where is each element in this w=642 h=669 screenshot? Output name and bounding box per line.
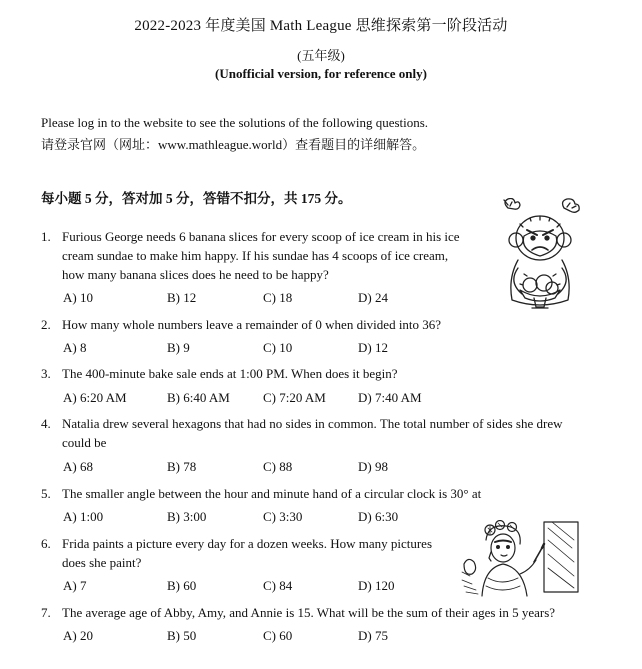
choice-a: A) 6:20 AM bbox=[63, 390, 127, 405]
question-number: 3. bbox=[41, 366, 51, 381]
frida-painting-illustration bbox=[460, 520, 582, 598]
choice-c: C) 88 bbox=[263, 459, 293, 474]
choice-d: D) 120 bbox=[358, 578, 395, 593]
question-text-line: How many whole numbers leave a remainder of 0 when divided into 36? bbox=[62, 317, 442, 332]
document-title: 2022-2023 年度美国 Math League 思维探索第一阶段活动 bbox=[134, 18, 508, 34]
choice-c: C) 10 bbox=[263, 340, 293, 355]
question-number: 6. bbox=[41, 536, 51, 551]
choice-b: B) 9 bbox=[167, 340, 190, 355]
choice-a: A) 1:00 bbox=[63, 509, 104, 524]
question-number: 5. bbox=[41, 486, 51, 501]
choice-c: C) 7:20 AM bbox=[263, 390, 326, 405]
question-text-line: The 400-minute bake sale ends at 1:00 PM. When does it begin? bbox=[62, 366, 398, 381]
choice-d: D) 6:30 bbox=[358, 509, 399, 524]
choice-d: D) 12 bbox=[358, 340, 388, 355]
question-number: 1. bbox=[41, 229, 51, 244]
grade-label: (五年级) bbox=[297, 48, 345, 63]
choice-b: B) 3:00 bbox=[167, 509, 207, 524]
question-text-line: Frida paints a picture every day for a dozen weeks. How many pictures bbox=[62, 536, 433, 551]
choice-a: A) 68 bbox=[63, 459, 93, 474]
intro-english: Please log in to the website to see the solutions of the following questions. bbox=[41, 115, 429, 130]
choice-a: A) 20 bbox=[63, 628, 93, 643]
question-text-line: could be bbox=[62, 435, 107, 450]
question-text-line: how many banana slices does he need to be happy? bbox=[62, 267, 329, 282]
question-text-line: cream sundae to make him happy. If his sundae has 4 scoops of ice cream, bbox=[62, 248, 449, 263]
angry-monkey-illustration bbox=[490, 198, 590, 313]
choice-a: A) 10 bbox=[63, 290, 93, 305]
choice-b: B) 12 bbox=[167, 290, 197, 305]
choice-c: C) 84 bbox=[263, 578, 293, 593]
choice-b: B) 6:40 AM bbox=[167, 390, 230, 405]
question-text-line: The smaller angle between the hour and minute hand of a circular clock is 30° at bbox=[62, 486, 482, 501]
choice-d: D) 24 bbox=[358, 290, 388, 305]
choice-c: C) 18 bbox=[263, 290, 293, 305]
choice-b: B) 78 bbox=[167, 459, 197, 474]
scoring-rules: 每小题 5 分，答对加 5 分，答错不扣分，共 175 分。 bbox=[41, 191, 352, 206]
question-number: 2. bbox=[41, 317, 51, 332]
choice-d: D) 98 bbox=[358, 459, 388, 474]
question-text-line: The average age of Abby, Amy, and Annie is 15. What will be the sum of their ages in 5 years? bbox=[62, 605, 556, 620]
choice-c: C) 60 bbox=[263, 628, 293, 643]
disclaimer: (Unofficial version, for reference only) bbox=[215, 66, 427, 81]
question-number: 7. bbox=[41, 605, 51, 620]
choice-d: D) 75 bbox=[358, 628, 388, 643]
choice-a: A) 7 bbox=[63, 578, 87, 593]
choice-c: C) 3:30 bbox=[263, 509, 303, 524]
question-text-line: does she paint? bbox=[62, 555, 142, 570]
choice-d: D) 7:40 AM bbox=[358, 390, 422, 405]
intro-chinese: 请登录官网（网址：www.mathleague.world）查看题目的详细解答。 bbox=[41, 137, 426, 152]
question-text-line: Natalia drew several hexagons that had no sides in common. The total number of sides she drew bbox=[62, 416, 563, 431]
question-number: 4. bbox=[41, 416, 51, 431]
choice-b: B) 60 bbox=[167, 578, 197, 593]
choice-a: A) 8 bbox=[63, 340, 87, 355]
question-text-line: Furious George needs 6 banana slices for every scoop of ice cream in his ice bbox=[62, 229, 460, 244]
choice-b: B) 50 bbox=[167, 628, 197, 643]
